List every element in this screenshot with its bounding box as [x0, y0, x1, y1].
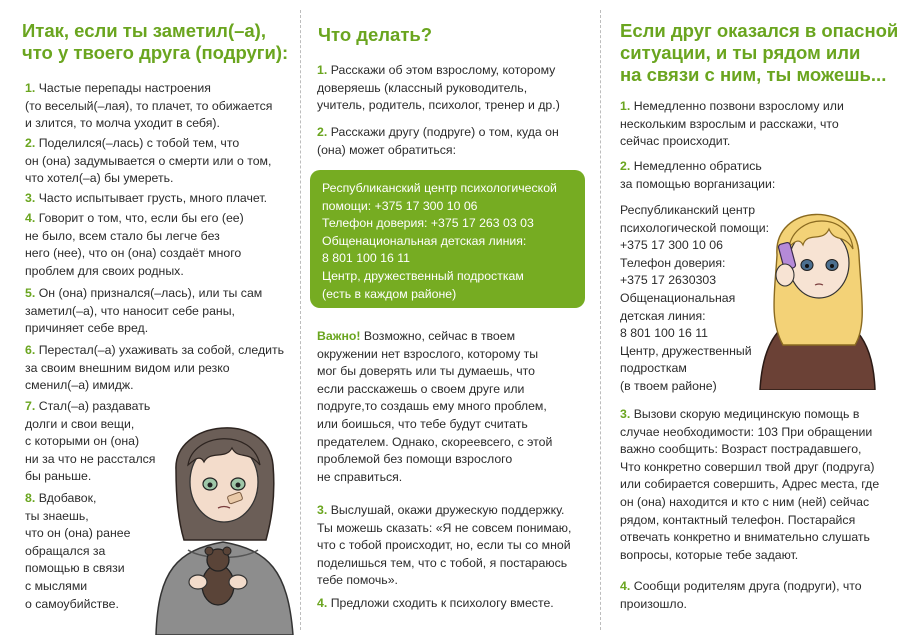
box-line-5: 8 801 100 16 11	[322, 251, 410, 266]
sad-girl-with-teddy-illustration	[148, 410, 298, 635]
col3-item-3: 3. Вызови скорую медицинскую помощь в случае необходимости: 103 При обращении важно сообщить: Возраст пострадавшего, Что конкретно совершил твой друг (подруга) или собирается совершить, Адрес места, где он (она) находится и кто с ним (ней) сейчас рядом, контактный телефон. Постарайся отвечать конкретно и внимательно слушать вопросы, которые тебе задают.	[620, 407, 880, 562]
box-line-7: (есть в каждом районе)	[322, 286, 457, 301]
box-line-4: Общенациональная детская линия:	[322, 233, 527, 248]
box-line-6: Центр, дружественный подросткам	[322, 268, 524, 283]
col1-item-5: 5. Он (она) признался(–лась), или ты сам заметил(–а), что наносит себе раны, причиняет себе вред.	[25, 286, 263, 336]
col1-item-6: 6. Перестал(–а) ухаживать за собой, следить за своим внешним видом или резко сменил(–а) имидж.	[25, 343, 285, 393]
contacts-highlight-box	[310, 170, 585, 308]
box-line-3: Телефон доверия: +375 17 263 03 03	[322, 216, 534, 231]
box-line-2: помощи: +375 17 300 10 06	[322, 198, 478, 213]
important-note: Важно! Возможно, сейчас в твоем окружении нет взрослого, которому ты мог бы доверять или ты думаешь, что если расскажешь о своем друге или подруге,то создашь ему много проблем, или боишься, что тебе будут считать предателем. Однако, скореевсего, с этой проблемой без помощи взрослого не справиться.	[317, 329, 553, 484]
girl-on-phone-illustration	[755, 195, 880, 390]
col3-contacts: Республиканский центр психологической помощи: +375 17 300 10 06 Телефон доверия: +375 17 2630303 Общенациональная детская линия: 8 801 100 16 11 Центр, дружественный подросткам (в твоем районе)	[620, 203, 769, 393]
col3-item-1: 1. Немедленно позвони взрослому или нескольким взрослым и расскажи, что сейчас происходит.	[620, 99, 844, 149]
col1-item-3: 3. Часто испытывает грусть, много плачет.	[25, 191, 268, 205]
col2-item-4: 4. Предложи сходить к психологу вместе.	[317, 596, 554, 610]
col1-item-4: 4. Говорит о том, что, если бы его (ее) не было, всем стало бы легче без него (нее), что он (она) создаёт много проблем для своих родных.	[25, 211, 244, 278]
col2-item-3: 3. Выслушай, окажи дружескую поддержку. Ты можешь сказать: «Я не совсем понимаю, что с тобой происходит, но, если ты со мной поделишься тем, что с тобой, я постараюсь тебе помочь».	[317, 503, 572, 588]
col1-item-7: 7. Стал(–а) раздавать долги и свои вещи, с которыми он (она) ни за что не расстался бы раньше.	[25, 399, 156, 484]
col1-title: Итак, если ты заметил(–а), что у твоего друга (подруги):	[22, 20, 289, 63]
box-line-1: Республиканский центр психологической	[322, 181, 557, 195]
col2-item-2: 2. Расскажи другу (подруге) о том, куда он (она) может обратиться:	[317, 125, 559, 157]
col1-item-8: 8. Вдобавок, ты знаешь, что он (она) ранее обращался за помощью в связи с мыслями о самоубийстве.	[25, 491, 131, 611]
col3-item-2: 2. Немедленно обратись за помощью ворганизации:	[620, 159, 776, 191]
col2-item-1: 1. Расскажи об этом взрослому, которому доверяешь (классный руководитель, учитель, родитель, психолог, тренер и др.)	[317, 63, 560, 113]
column-divider-2	[600, 10, 601, 630]
col1-item-1: 1. Частые перепады настроения (то веселый(–лая), то плачет, то обижается и злится, то молча уходит в себя).	[25, 81, 273, 131]
col3-title: Если друг оказался в опасной ситуации, и ты рядом или на связи с ним, ты можешь...	[620, 20, 899, 85]
col3-item-4: 4. Сообщи родителям друга (подруги), что произошло.	[620, 579, 862, 611]
column-divider-1	[300, 10, 301, 630]
col1-item-2: 2. Поделился(–лась) с тобой тем, что он (она) задумывается о смерти или о том, что хотел(–а) бы умереть.	[25, 136, 272, 186]
col2-title: Что делать?	[318, 24, 433, 45]
